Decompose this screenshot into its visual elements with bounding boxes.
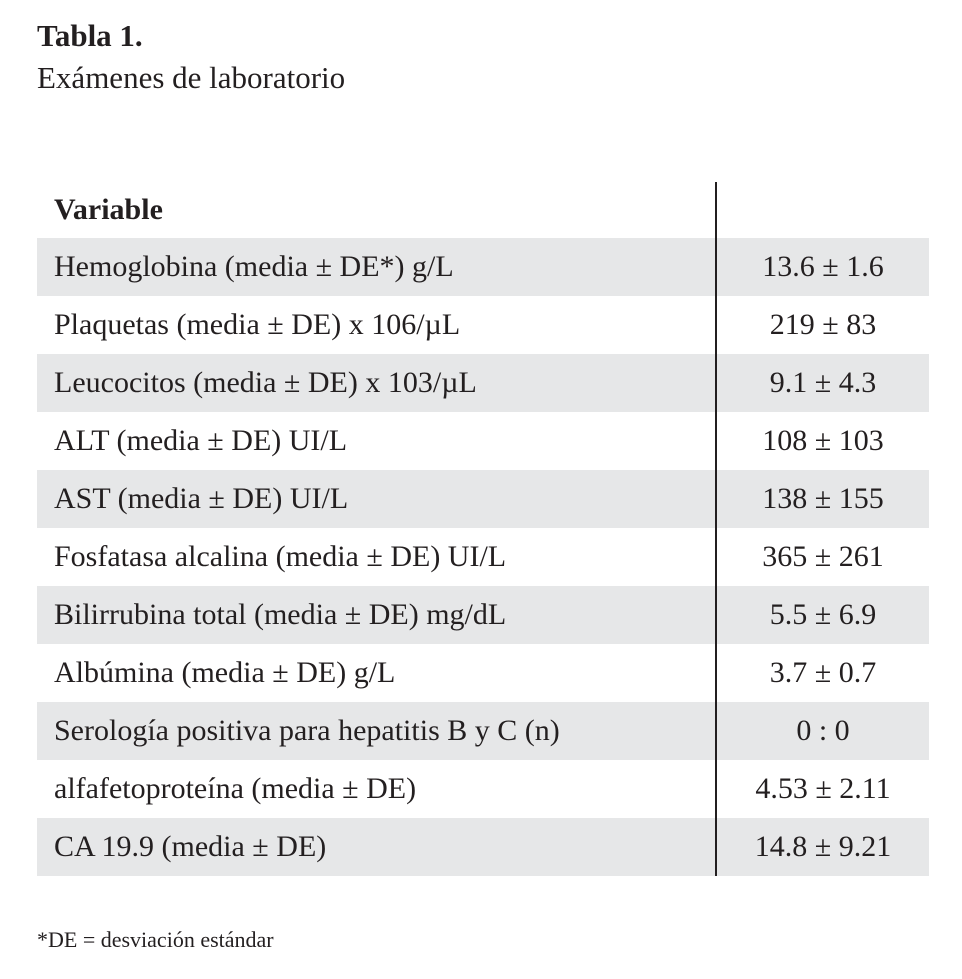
- value-cell: 108 ± 103: [715, 412, 929, 470]
- table-row: [37, 760, 929, 818]
- value-cell: 9.1 ± 4.3: [715, 354, 929, 412]
- variable-cell: ALT (media ± DE) UI/L: [54, 424, 348, 457]
- value-cell: 13.6 ± 1.6: [715, 238, 929, 296]
- value-cell: 4.53 ± 2.11: [715, 760, 929, 818]
- table-row: [37, 528, 929, 586]
- variable-cell: Serología positiva para hepatitis B y C (n): [54, 714, 560, 747]
- table-row: [37, 238, 929, 296]
- table-row: [37, 354, 929, 412]
- value-cell: 0 : 0: [715, 702, 929, 760]
- table-row: [37, 470, 929, 528]
- table-title: Exámenes de laboratorio: [37, 60, 346, 95]
- table-row: [37, 818, 929, 876]
- variable-cell: alfafetoproteína (media ± DE): [54, 772, 417, 805]
- footnote: *DE = desviación estándar: [37, 927, 274, 952]
- table-row: [37, 296, 929, 354]
- table-row: [37, 644, 929, 702]
- value-cell: 14.8 ± 9.21: [715, 818, 929, 876]
- value-cell: 365 ± 261: [715, 528, 929, 586]
- variable-cell: Plaquetas (media ± DE) x 106/µL: [54, 308, 461, 341]
- variable-cell: Bilirrubina total (media ± DE) mg/dL: [54, 598, 507, 631]
- value-column-header: [715, 182, 929, 238]
- table-row: [37, 702, 929, 760]
- table-row: [37, 586, 929, 644]
- table-row: [37, 412, 929, 470]
- variable-cell: Albúmina (media ± DE) g/L: [54, 656, 396, 689]
- variable-cell: Fosfatasa alcalina (media ± DE) UI/L: [54, 540, 507, 573]
- variable-cell: CA 19.9 (media ± DE): [54, 830, 327, 863]
- value-cell: 3.7 ± 0.7: [715, 644, 929, 702]
- table-number: Tabla 1.: [37, 18, 143, 53]
- variable-cell: Hemoglobina (media ± DE*) g/L: [54, 250, 454, 283]
- value-cell: 138 ± 155: [715, 470, 929, 528]
- value-cell: 5.5 ± 6.9: [715, 586, 929, 644]
- variable-column-header: Variable: [54, 193, 163, 226]
- variable-cell: AST (media ± DE) UI/L: [54, 482, 349, 515]
- lab-results-table: [37, 182, 929, 876]
- variable-cell: Leucocitos (media ± DE) x 103/µL: [54, 366, 477, 399]
- table-header-row: [37, 182, 929, 238]
- value-cell: 219 ± 83: [715, 296, 929, 354]
